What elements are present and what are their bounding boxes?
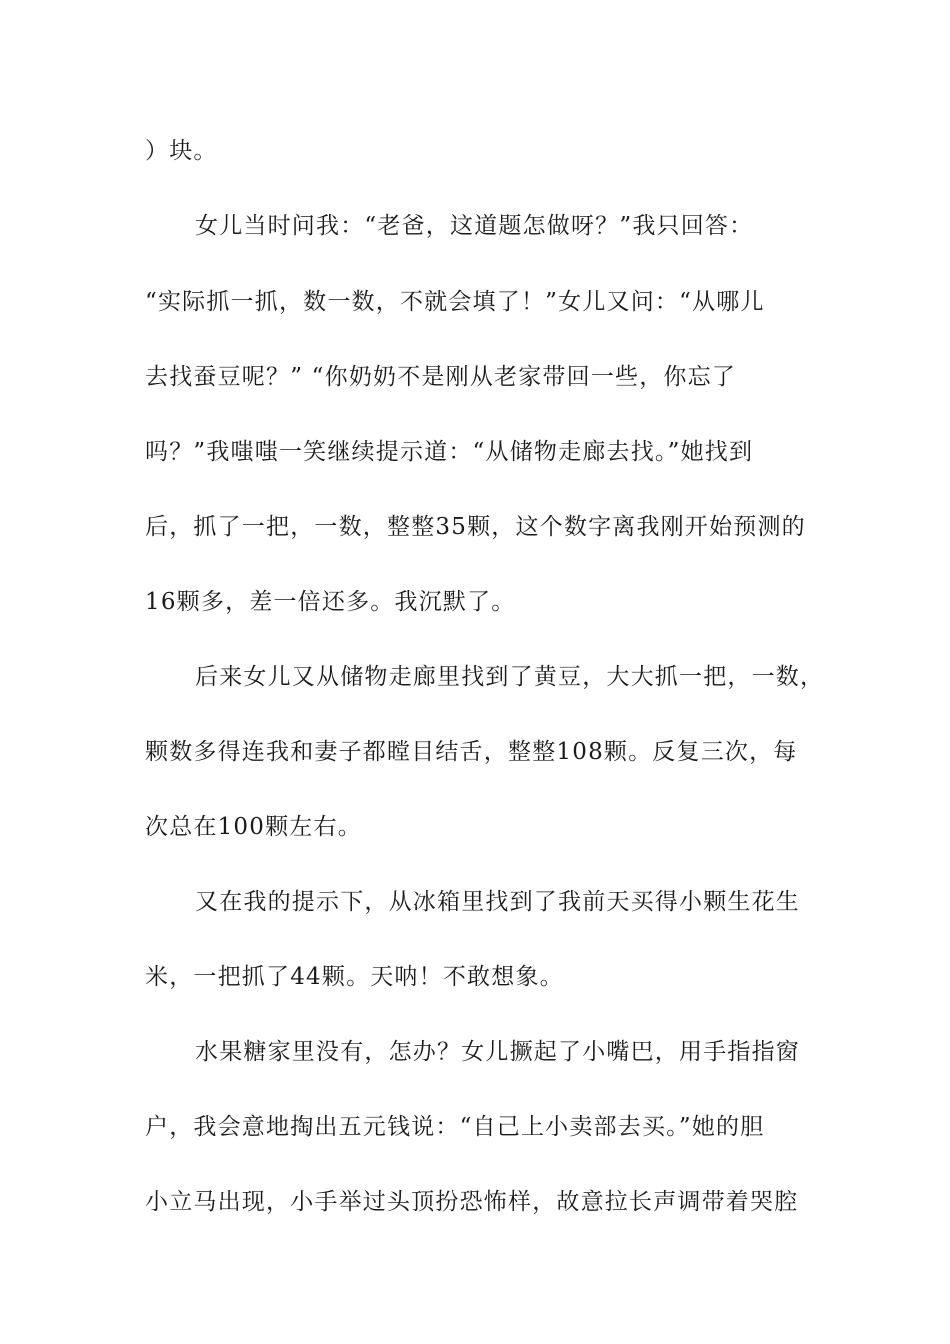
text-line: 后，抓了一把，一数，整整35颗，这个数字离我刚开始预测的 [145, 514, 806, 540]
text-line: “实际抓一抓，数一数，不就会填了！”女儿又问：“从哪儿 [145, 289, 765, 315]
paragraph-start-line: 又在我的提示下，从冰箱里找到了我前天买得小颗生花生 [195, 889, 800, 915]
text-line: 次总在100颗左右。 [145, 814, 362, 840]
paragraph-start-line: 水果糖家里没有，怎办？女儿撅起了小嘴巴，用手指指窗 [195, 1039, 800, 1065]
paragraph-start-line: 女儿当时问我：“老爸，这道题怎做呀？”我只回答： [195, 213, 754, 239]
text-line: 户，我会意地掏出五元钱说：“自己上小卖部去买。”她的胆 [145, 1114, 765, 1140]
text-line: 小立马出现，小手举过头顶扮恐怖样，故意拉长声调带着哭腔 [145, 1189, 799, 1215]
text-line: 米，一把抓了44颗。天呐！不敢想象。 [145, 964, 564, 990]
text-line: 颗数多得连我和妻子都瞠目结舌，整整108颗。反复三次，每 [145, 739, 798, 765]
text-line: 16颗多，差一倍还多。我沉默了。 [145, 589, 516, 615]
text-line: 吗？”我嗤嗤一笑继续提示道：“从储物走廊去找。”她找到 [145, 439, 754, 465]
text-line: 去找蚕豆呢？” “你奶奶不是刚从老家带回一些，你忘了 [145, 364, 737, 390]
paragraph-start-line: 后来女儿又从储物走廊里找到了黄豆，大大抓一把，一数， [195, 664, 825, 690]
text-line: ）块。 [145, 138, 218, 164]
